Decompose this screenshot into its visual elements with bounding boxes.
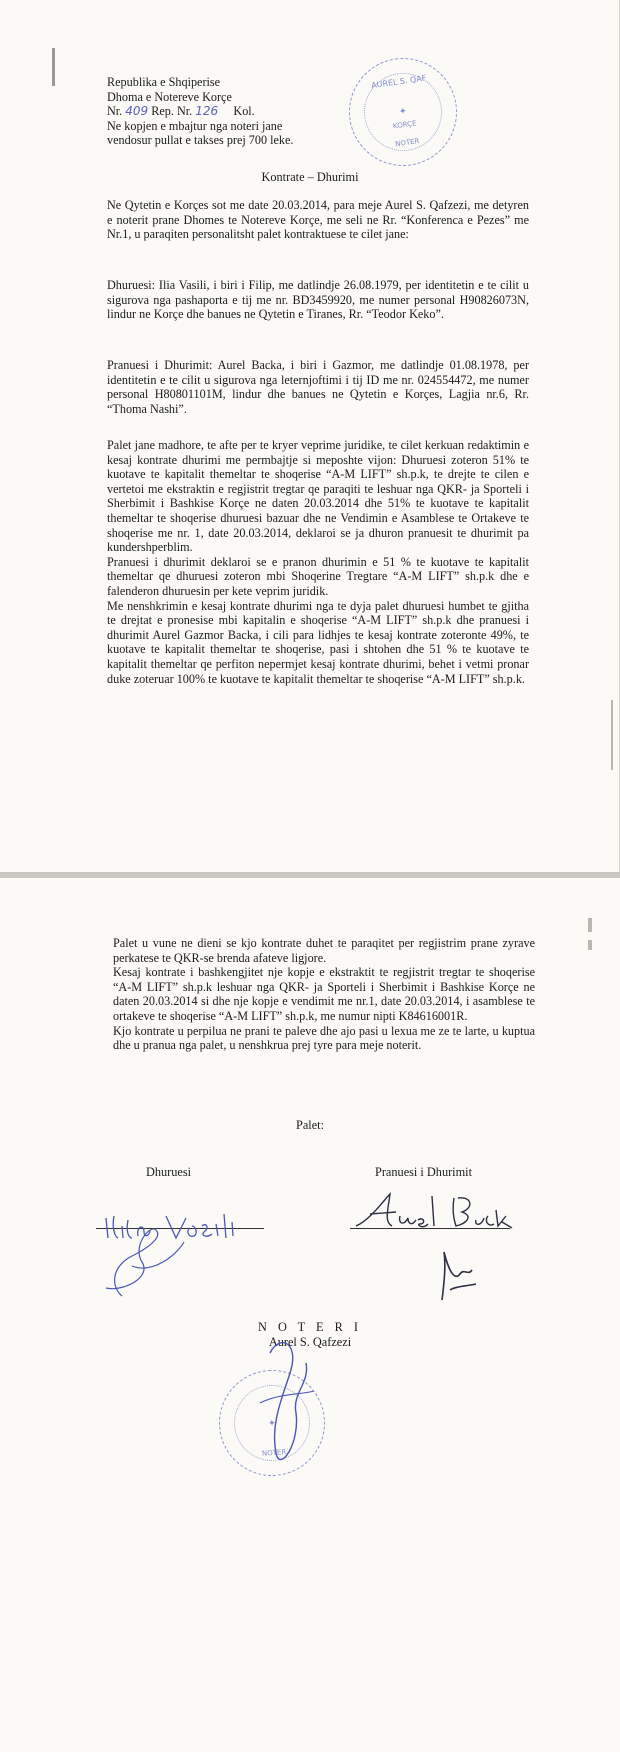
rep-value: 126 — [195, 104, 219, 118]
body-paragraph: Kesaj kontrate i bashkengjitet nje kopje e ekstraktit te regjistrit tregtar te shoqerise “A-M LIFT” sh.p.k leshuar nga QKR- ja Sporteli i Sherbimit i Bashkise Korçe ne daten 20.03.2014 si dhe nje kopje e vendimit me nr.1, date 20.03.2014, i asamblese te ortakeve te shoqerise “A-M LIFT” sh.p.k, me numur nipti K84616001R. — [113, 965, 535, 1023]
header-republic: Republika e Shqiperise — [107, 75, 221, 89]
recipient-paragraph: Pranuesi i Dhurimit: Aurel Backa, i biri i Gazmor, me datlindje 01.08.1978, per identitetin e te cilit u sigurova nga leternjoftimi i tij ID me nr. 024554472, me numer personal H80801101M, lindur dhe banues ne Qytetin e Korçes, Lagjia nr.6, Rr. “Thoma Nashi”. — [107, 358, 529, 416]
seal-text: NOTER — [261, 1448, 287, 1458]
closing-clauses — [113, 936, 535, 1053]
kol-label: Kol. — [233, 104, 255, 118]
edge-mark — [611, 700, 613, 770]
header-note-1: Ne kopjen e mbajtur nga noteri jane — [107, 118, 283, 133]
document-page-2 — [0, 878, 620, 1752]
donor-paragraph: Dhuruesi: Ilia Vasili, i biri i Filip, me datlindje 26.08.1979, per identitetin e te cilit u sigurova nga pashaporta e tij me nr. BD3459920, me numer personal H90826073N, lindur ne Korçe dhe banues ne Qytetin e Tiranes, Rr. “Teodor Keko”. — [107, 278, 529, 322]
document-page-1 — [0, 0, 620, 872]
parties-heading: Palet: — [295, 1118, 324, 1132]
stamp-text-bottom: NOTER — [394, 137, 420, 149]
body-paragraph: Palet u vune ne dieni se kjo kontrate duhet te paraqitet per regjistrim prane zyrave perkatese te QKR-se brenda afateve ligjore. — [113, 936, 535, 965]
body-paragraph: Pranuesi i dhurimit deklaroi se e pranon dhurimin e 51 % te kuotave te kapitalit themeltar qe dhuruesi zoteron mbi Shoqerine Tregtare “A-M LIFT” sh.p.k dhe e falenderon dhuruesin per kete veprim juridik. — [107, 554, 529, 598]
nr-prefix: Nr. — [107, 104, 123, 118]
donor-signature — [92, 1196, 272, 1306]
body-paragraph: Palet jane madhore, te afte per te kryer veprime juridike, te cilet kerkuan redaktimin e kesaj kontrate dhurimi me permbajtje si meposhte vijon: Dhuruesi zoteron 51% te kuotave te kapitalit themeltar te shoqerise “A-M LIFT” sh.p.k, te drejte te cilen e vertetoi me ekstraktin e regjistrit tregtar qe paraqiti te leshuar nga QKR- ja Sporteli i Sherbimit i Bashkise Korçe ne daten 20.03.2014 dhe 51% te kuotave te kapitalit themeltar te shoqerise dhuruesi bazuar dhe ne Vendimin e Asamblese te Ortakeve te shoqerise me nr. 1, date 20.03.2014, deklaroi se ja dhuron pranuesit te dhurimit pa kundershperblim. — [107, 438, 529, 555]
document-header — [107, 75, 293, 148]
recipient-signature — [350, 1190, 520, 1320]
nr-value: 409 — [125, 104, 149, 118]
header-numbers — [107, 104, 293, 119]
rep-prefix: Rep. Nr. — [151, 104, 193, 118]
body-paragraph: Me nenshkrimin e kesaj kontrate dhurimi nga te dyja palet dhuruesi humbet te gjitha te drejtat e pronesise mbi kapitalin e shoqerise “A-M LIFT” sh.p.k dhe pranuesi i dhurimit Aurel Gazmor Backa, i cili para lidhjes te kesaj kontrate zoteronte 49%, te kuotave te kapitalit themeltar te shoqerise, pasi i shtohen dhe 51 % te kuotave te kapitalit themeltar qe perfiton nepermjet kesaj kontrate dhurimi, behet i vetmi pronar duke zoteruar 100% te kuotave te kapitalit themeltar te shoqerise “A-M LIFT” sh.p.k. — [107, 598, 529, 686]
contract-body — [107, 438, 529, 686]
stamp-emblem-icon: ✦ — [398, 106, 408, 118]
stamp-text-mid: KORÇE — [392, 119, 418, 131]
stamp-text-top: AUREL S. QAF — [370, 73, 427, 91]
donor-label: Dhuruesi — [146, 1165, 192, 1179]
seal-emblem-icon: ✦ — [267, 1418, 277, 1430]
header-chamber: Dhoma e Notereve Korçe — [107, 89, 232, 104]
notary-stamp — [342, 51, 464, 173]
edge-mark — [588, 940, 592, 950]
notary-title: N O T E R I — [257, 1320, 362, 1334]
notary-name: Aurel S. Qafzezi — [268, 1334, 352, 1349]
header-note-2: vendosur pullat e takses prej 700 leke. — [107, 133, 294, 147]
edge-mark — [588, 918, 592, 932]
recipient-label: Pranuesi i Dhurimit — [375, 1165, 473, 1179]
margin-mark — [52, 48, 55, 86]
notary-signature — [240, 1333, 340, 1483]
document-title: Kontrate – Dhurimi — [261, 170, 359, 184]
body-paragraph: Kjo kontrate u perpilua ne prani te paleve dhe ajo pasi u lexua me ze te larte, u kuptua dhe u pranua nga palet, u nenshkrua prej tyre para meje noterit. — [113, 1023, 535, 1053]
intro-paragraph: Ne Qytetin e Korçes sot me date 20.03.2014, para meje Aurel S. Qafzezi, me detyren e noterit prane Dhomes te Notereve Korçe, me seli ne Rr. “Konferenca e Pezes” me Nr.1, u paraqiten personalitsht palet kontraktuese te cilet jane: — [107, 198, 529, 242]
